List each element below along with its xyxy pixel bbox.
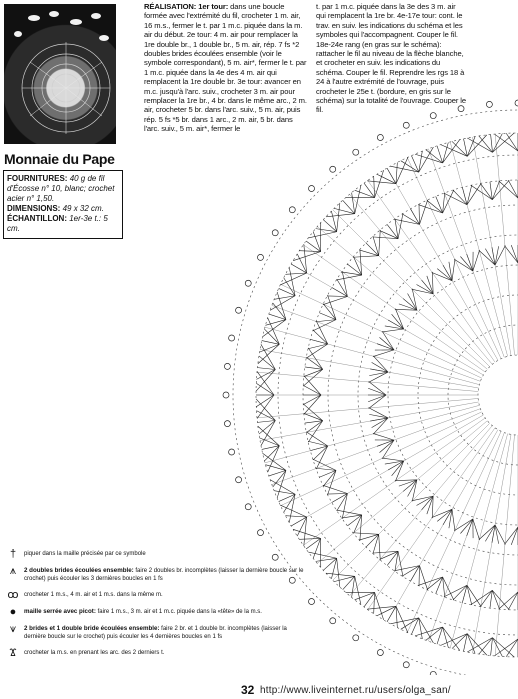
legend-row <box>6 567 306 583</box>
chart-fan-stitch <box>306 432 328 446</box>
chart-fan-stitch <box>259 421 275 435</box>
chart-fan-stitch <box>411 209 420 225</box>
chart-fan-stitch <box>331 558 336 579</box>
chart-fan-stitch <box>382 458 404 461</box>
chart-spoke <box>495 435 514 656</box>
chart-fan-stitch <box>460 519 472 533</box>
realisation-label: RÉALISATION: 1er tour: <box>144 2 229 11</box>
chart-fan-stitch <box>327 296 347 297</box>
chart-picot <box>377 650 383 656</box>
symbol-legend <box>6 550 306 666</box>
chart-fan-stitch <box>260 344 280 352</box>
chart-fan-stitch <box>262 341 280 345</box>
chart-fan-stitch <box>258 426 279 446</box>
chart-fan-stitch <box>303 385 321 395</box>
chart-picot <box>330 618 336 624</box>
pattern-title: Monnaie du Pape <box>4 151 115 167</box>
chart-picot <box>229 335 235 341</box>
chart-fan-stitch <box>418 205 442 213</box>
chart-fan-stitch <box>467 585 472 605</box>
chart-fan-stitch <box>259 356 275 370</box>
chart-fan-stitch <box>382 329 404 332</box>
chart-fan-stitch <box>375 170 384 198</box>
chart-fan-stitch <box>316 320 336 322</box>
chart-fan-stitch <box>331 211 336 232</box>
chart-fan-stitch <box>473 519 480 540</box>
chart-fan-stitch <box>379 230 381 256</box>
chart-picot <box>257 254 263 260</box>
chart-fan-stitch <box>494 639 518 656</box>
chart-fan-stitch <box>382 331 394 350</box>
chart-fan-stitch <box>491 638 493 656</box>
chart-fan-stitch <box>304 369 323 376</box>
chart-fan-stitch <box>471 590 492 604</box>
legend-desc: crocheter la m.s. en prenant les arc. des 2 derniers t. <box>24 650 165 656</box>
chart-fan-stitch <box>299 538 320 539</box>
chart-picot <box>309 598 315 604</box>
chart-fan-stitch <box>334 576 355 581</box>
legend-row <box>6 550 306 559</box>
chart-picot <box>403 662 409 668</box>
chart-picot <box>353 149 359 155</box>
chart-fan-stitch <box>256 369 275 391</box>
chart-spoke <box>495 134 514 355</box>
chart-fan-stitch <box>256 399 275 421</box>
chart-fan-stitch <box>293 252 321 261</box>
chart-fan-stitch <box>432 496 433 518</box>
chart-fan-stitch <box>273 470 286 487</box>
chart-fan-stitch <box>467 183 481 205</box>
dimensions-text: 49 x 32 cm. <box>62 204 104 213</box>
chart-fan-stitch <box>332 494 348 503</box>
chart-fan-stitch <box>443 577 445 597</box>
chart-ring <box>478 355 518 435</box>
chart-picot <box>486 101 492 107</box>
legend-text <box>20 625 306 641</box>
chart-fan-stitch <box>467 519 473 536</box>
chart-picot <box>377 134 383 140</box>
fournitures-line <box>7 174 119 204</box>
legend-bold: maille serrée avec picot: <box>24 608 96 615</box>
chart-fan-stitch <box>306 344 328 358</box>
chart-fan-stitch <box>308 552 336 558</box>
chart-picot <box>224 421 230 427</box>
chart-fan-stitch <box>505 246 518 263</box>
chart-picot <box>236 307 242 313</box>
chart-fan-stitch <box>256 395 274 407</box>
echantillon-text: 1er-3e t.: 5 cm. <box>7 214 108 233</box>
chart-fan-stitch <box>467 638 492 652</box>
chart-fan-stitch <box>308 344 328 349</box>
chart-spoke <box>407 158 501 359</box>
chart-fan-stitch <box>257 368 275 370</box>
chart-fan-stitch <box>508 180 518 198</box>
chart-spoke <box>257 398 478 417</box>
chart-fan-stitch <box>492 181 499 200</box>
chart-fan-stitch <box>494 134 518 151</box>
chart-fan-stitch <box>418 577 442 585</box>
chart-fan-stitch <box>432 272 433 294</box>
chart-fan-stitch <box>263 453 286 470</box>
chart-fan-stitch <box>273 303 286 320</box>
chart-picot <box>229 449 235 455</box>
chart-picot <box>224 363 230 369</box>
chart-fan-stitch <box>261 421 275 446</box>
chart-fan-stitch <box>419 204 420 224</box>
chart-fan-stitch <box>262 446 280 450</box>
chart-fan-stitch <box>377 344 394 350</box>
chart-fan-stitch <box>492 133 514 152</box>
chart-fan-stitch <box>326 214 355 217</box>
chart-fan-stitch <box>398 551 403 576</box>
page-number: 32 <box>241 683 255 697</box>
chart-fan-stitch <box>471 185 492 199</box>
chart-fan-stitch <box>323 485 347 493</box>
chart-fan-stitch <box>464 139 468 157</box>
chart-fan-stitch <box>395 309 403 329</box>
chart-fan-stitch <box>379 337 393 349</box>
legend-symbol-icon: ⩛ <box>9 623 17 635</box>
chart-fan-stitch <box>506 133 518 151</box>
chart-fan-stitch <box>419 566 420 586</box>
fournitures-label: FOURNITURES: <box>7 174 68 183</box>
chart-fan-stitch <box>395 480 417 481</box>
chart-spoke <box>303 418 485 545</box>
legend-desc: crocheter 1 m.s., 4 m. air et 1 m.s. dans la même m. <box>24 592 163 598</box>
chart-fan-stitch <box>454 259 473 271</box>
chart-fan-stitch <box>395 309 417 310</box>
chart-fan-stitch <box>492 590 499 609</box>
chart-fan-stitch <box>392 314 404 329</box>
chart-fan-stitch <box>265 320 286 326</box>
chart-picot <box>430 113 436 119</box>
chart-fan-stitch <box>337 558 340 587</box>
legend-row <box>6 608 306 617</box>
chart-fan-stitch <box>353 533 379 535</box>
chart-picot <box>353 635 359 641</box>
chart-fan-stitch <box>479 638 493 654</box>
chart-fan-stitch <box>392 461 404 476</box>
instructions-text-1: dans une boucle formée avec l'extrémité du fil, crocheter 1 m. air, 16 m.s., fermer le t. par 1 m.c. piquée dans la m. air du début. 2e tour: 4 m. air pour remplacer la 1re double br., 1 double br., 5 m. air, rép. 7 fs *2 doubles brides écoulées ensemble (voir le symbole correspondant), 5 m. air*, fermer le t. par 1 m.c. piquée dans la 4e des 4 m. air qui remplacent la 1re double br. 3e tour: avancer en m.c. jusqu'à l'arc. suiv., crocheter 3 m. air pour remplacer la 1re br., 4 br. dans le même arc., 2 m. air, crocheter 5 br. dans l'arc. suiv., 5 m. air, puis rép. 5 fs *5 br. dans 1 arc., 2 m. air, 5 br. dans l'arc. suiv., 5 m. air*, fermer le <box>144 2 307 134</box>
chart-fan-stitch <box>452 509 455 531</box>
echantillon-line <box>7 214 119 234</box>
chart-fan-stitch <box>443 627 449 648</box>
chart-fan-stitch <box>437 509 452 521</box>
legend-text <box>20 550 306 558</box>
chart-fan-stitch <box>467 138 492 152</box>
chart-spoke <box>407 431 501 632</box>
chart-fan-stitch <box>258 344 279 364</box>
chart-spoke <box>333 210 490 367</box>
doily-photo <box>4 4 116 144</box>
chart-fan-stitch <box>373 350 394 357</box>
chart-fan-stitch <box>460 256 472 270</box>
chart-picot <box>236 477 242 483</box>
chart-fan-stitch <box>257 395 274 419</box>
instructions-text-2: t. par 1 m.c. piquée dans la 3e des 3 m. air qui remplacent la 1re br. 4e-17e tour: cont. le trav. en suiv. les indications du schéma et les symboles qui l'accompagnent. Couper le fil. 18e-24e rang (en gras sur le schéma): rattacher le fil au niveau de la flèche blanche, et crocheter en suiv. les indications du schéma. Couper le fil. Reprendre les rgs 18 à 24 à l'autre extrémité de l'ouvrage, puis crocheter le 25e t. (bordure, en gris sur le schéma) sur la totalité de l'ouvrage. Couper le fil. <box>316 2 466 115</box>
chart-picot <box>245 504 251 510</box>
chart-fan-stitch <box>382 440 394 459</box>
chart-picot <box>272 230 278 236</box>
chart-spoke <box>257 372 478 391</box>
legend-desc: faire 2 doubles br. incomplètes (laisser la dernière boucle sur le crochet) puis écouler les 3 dernières boucles en 1 fs <box>24 568 304 582</box>
chart-fan-stitch <box>265 465 286 471</box>
legend-text <box>20 567 306 583</box>
chart-fan-stitch <box>316 468 336 470</box>
chart-fan-stitch <box>420 566 428 590</box>
chart-fan-stitch <box>491 134 493 152</box>
chart-fan-stitch <box>260 438 280 446</box>
chart-spoke <box>368 428 495 610</box>
chart-fan-stitch <box>332 288 348 297</box>
chart-fan-stitch <box>337 203 340 232</box>
chart-fan-stitch <box>467 185 472 205</box>
legend-row <box>6 649 306 658</box>
chart-fan-stitch <box>426 627 443 640</box>
chart-fan-stitch <box>257 421 275 423</box>
dimensions-line <box>7 204 119 214</box>
legend-desc: faire 2 br. et 1 double br. incomplètes (laisser la dernière boucle sur le crochet) puis écouler les 4 dernières boucles en 1 fs <box>24 626 287 640</box>
legend-symbol-icon: Ϫ <box>9 647 17 659</box>
echantillon-label: ÉCHANTILLON: <box>7 214 67 223</box>
legend-bold: 2 brides et 1 double bride écoulées ensemble: <box>24 625 160 632</box>
chart-picot <box>289 207 295 213</box>
legend-symbol-icon: ● <box>9 606 17 618</box>
chart-fan-stitch <box>299 251 320 252</box>
legend-symbol-icon: ꝏ <box>7 589 19 601</box>
chart-fan-stitch <box>328 470 336 494</box>
chart-fan-stitch <box>256 383 274 395</box>
chart-fan-stitch <box>374 592 375 613</box>
chart-fan-stitch <box>304 413 323 420</box>
chart-fan-stitch <box>506 639 518 657</box>
fournitures-text: 40 g de fil d'Écosse n° 10, blanc; crochet acier n° 1,50. <box>7 174 115 203</box>
chart-fan-stitch <box>375 592 384 620</box>
chart-fan-stitch <box>467 135 487 156</box>
chart-fan-stitch <box>411 566 420 582</box>
chart-fan-stitch <box>464 634 468 652</box>
chart-fan-stitch <box>308 348 322 369</box>
legend-desc: piquer dans la maille précisée par ce symbole <box>24 551 146 557</box>
chart-picot <box>257 530 263 536</box>
chart-picot <box>458 106 464 112</box>
chart-fan-stitch <box>473 250 480 271</box>
chart-fan-stitch <box>336 275 361 280</box>
chart-spoke <box>333 423 490 580</box>
chart-picot <box>223 392 229 398</box>
chart-fan-stitch <box>373 433 394 440</box>
chart-fan-stitch <box>437 269 452 281</box>
chart-picot <box>403 122 409 128</box>
chart-fan-stitch <box>511 527 518 545</box>
chart-fan-stitch <box>467 634 475 654</box>
chart-fan-stitch <box>257 371 274 395</box>
chart-fan-stitch <box>264 446 279 461</box>
chart-fan-stitch <box>432 509 452 517</box>
chart-fan-stitch <box>303 395 321 405</box>
chart-fan-stitch <box>308 232 336 238</box>
chart-fan-stitch <box>326 573 355 576</box>
chart-fan-stitch <box>374 176 375 197</box>
chart-picot <box>330 166 336 172</box>
chart-fan-stitch <box>377 440 394 446</box>
chart-picot <box>245 280 251 286</box>
chart-fan-stitch <box>508 592 518 610</box>
legend-row <box>6 625 306 641</box>
watermark-url: http://www.liveinternet.ru/users/olga_san/ <box>260 685 451 696</box>
chart-fan-stitch <box>467 634 487 655</box>
chart-fan-stitch <box>398 213 403 238</box>
chart-fan-stitch <box>336 510 361 515</box>
chart-fan-stitch <box>369 382 386 395</box>
chart-fan-stitch <box>368 395 386 402</box>
chart-fan-stitch <box>308 441 328 446</box>
chart-fan-stitch <box>264 329 279 344</box>
chart-fan-stitch <box>353 256 379 258</box>
doily-photo-illustration <box>4 4 116 144</box>
chart-fan-stitch <box>327 494 347 495</box>
chart-fan-stitch <box>492 638 514 657</box>
chart-fan-stitch <box>432 272 452 280</box>
chart-fan-stitch <box>452 141 467 156</box>
chart-fan-stitch <box>308 421 322 442</box>
chart-fan-stitch <box>395 461 403 481</box>
chart-fan-stitch <box>328 295 336 319</box>
chart-fan-stitch <box>452 634 467 649</box>
chart-fan-stitch <box>443 193 445 213</box>
chart-picot <box>430 671 436 675</box>
chart-fan-stitch <box>379 440 393 452</box>
chart-fan-stitch <box>379 534 381 560</box>
chart-fan-stitch <box>511 245 518 263</box>
chart-spoke <box>281 284 482 378</box>
chart-fan-stitch <box>293 529 321 538</box>
legend-text <box>20 649 306 657</box>
chart-spoke <box>303 245 485 372</box>
chart-fan-stitch <box>467 585 481 607</box>
chart-fan-stitch <box>467 254 473 271</box>
legend-row <box>6 591 306 600</box>
legend-text <box>20 591 306 599</box>
dimensions-label: DIMENSIONS: <box>7 204 61 213</box>
chart-fan-stitch <box>454 519 473 531</box>
chart-fan-stitch <box>479 136 493 152</box>
chart-fan-stitch <box>467 137 475 157</box>
chart-picot <box>309 186 315 192</box>
chart-fan-stitch <box>452 259 455 281</box>
chart-spoke <box>281 412 482 506</box>
legend-desc: faire 1 m.s., 3 m. air et 1 m.c. piquée dans la «tête» de la m.s. <box>97 609 262 615</box>
chart-spoke <box>368 180 495 362</box>
legend-bold: 2 doubles brides écoulées ensemble: <box>24 567 134 574</box>
chart-fan-stitch <box>368 388 386 395</box>
chart-fan-stitch <box>334 208 355 213</box>
legend-symbol-icon: ⩚ <box>9 565 17 577</box>
legend-symbol-icon: † <box>9 548 17 560</box>
chart-fan-stitch <box>261 344 275 369</box>
legend-text <box>20 608 306 616</box>
chart-fan-stitch <box>443 142 449 163</box>
supplies-box <box>3 170 123 239</box>
chart-fan-stitch <box>426 150 443 163</box>
chart-fan-stitch <box>505 527 518 544</box>
chart-fan-stitch <box>369 395 386 408</box>
chart-fan-stitch <box>355 185 361 213</box>
